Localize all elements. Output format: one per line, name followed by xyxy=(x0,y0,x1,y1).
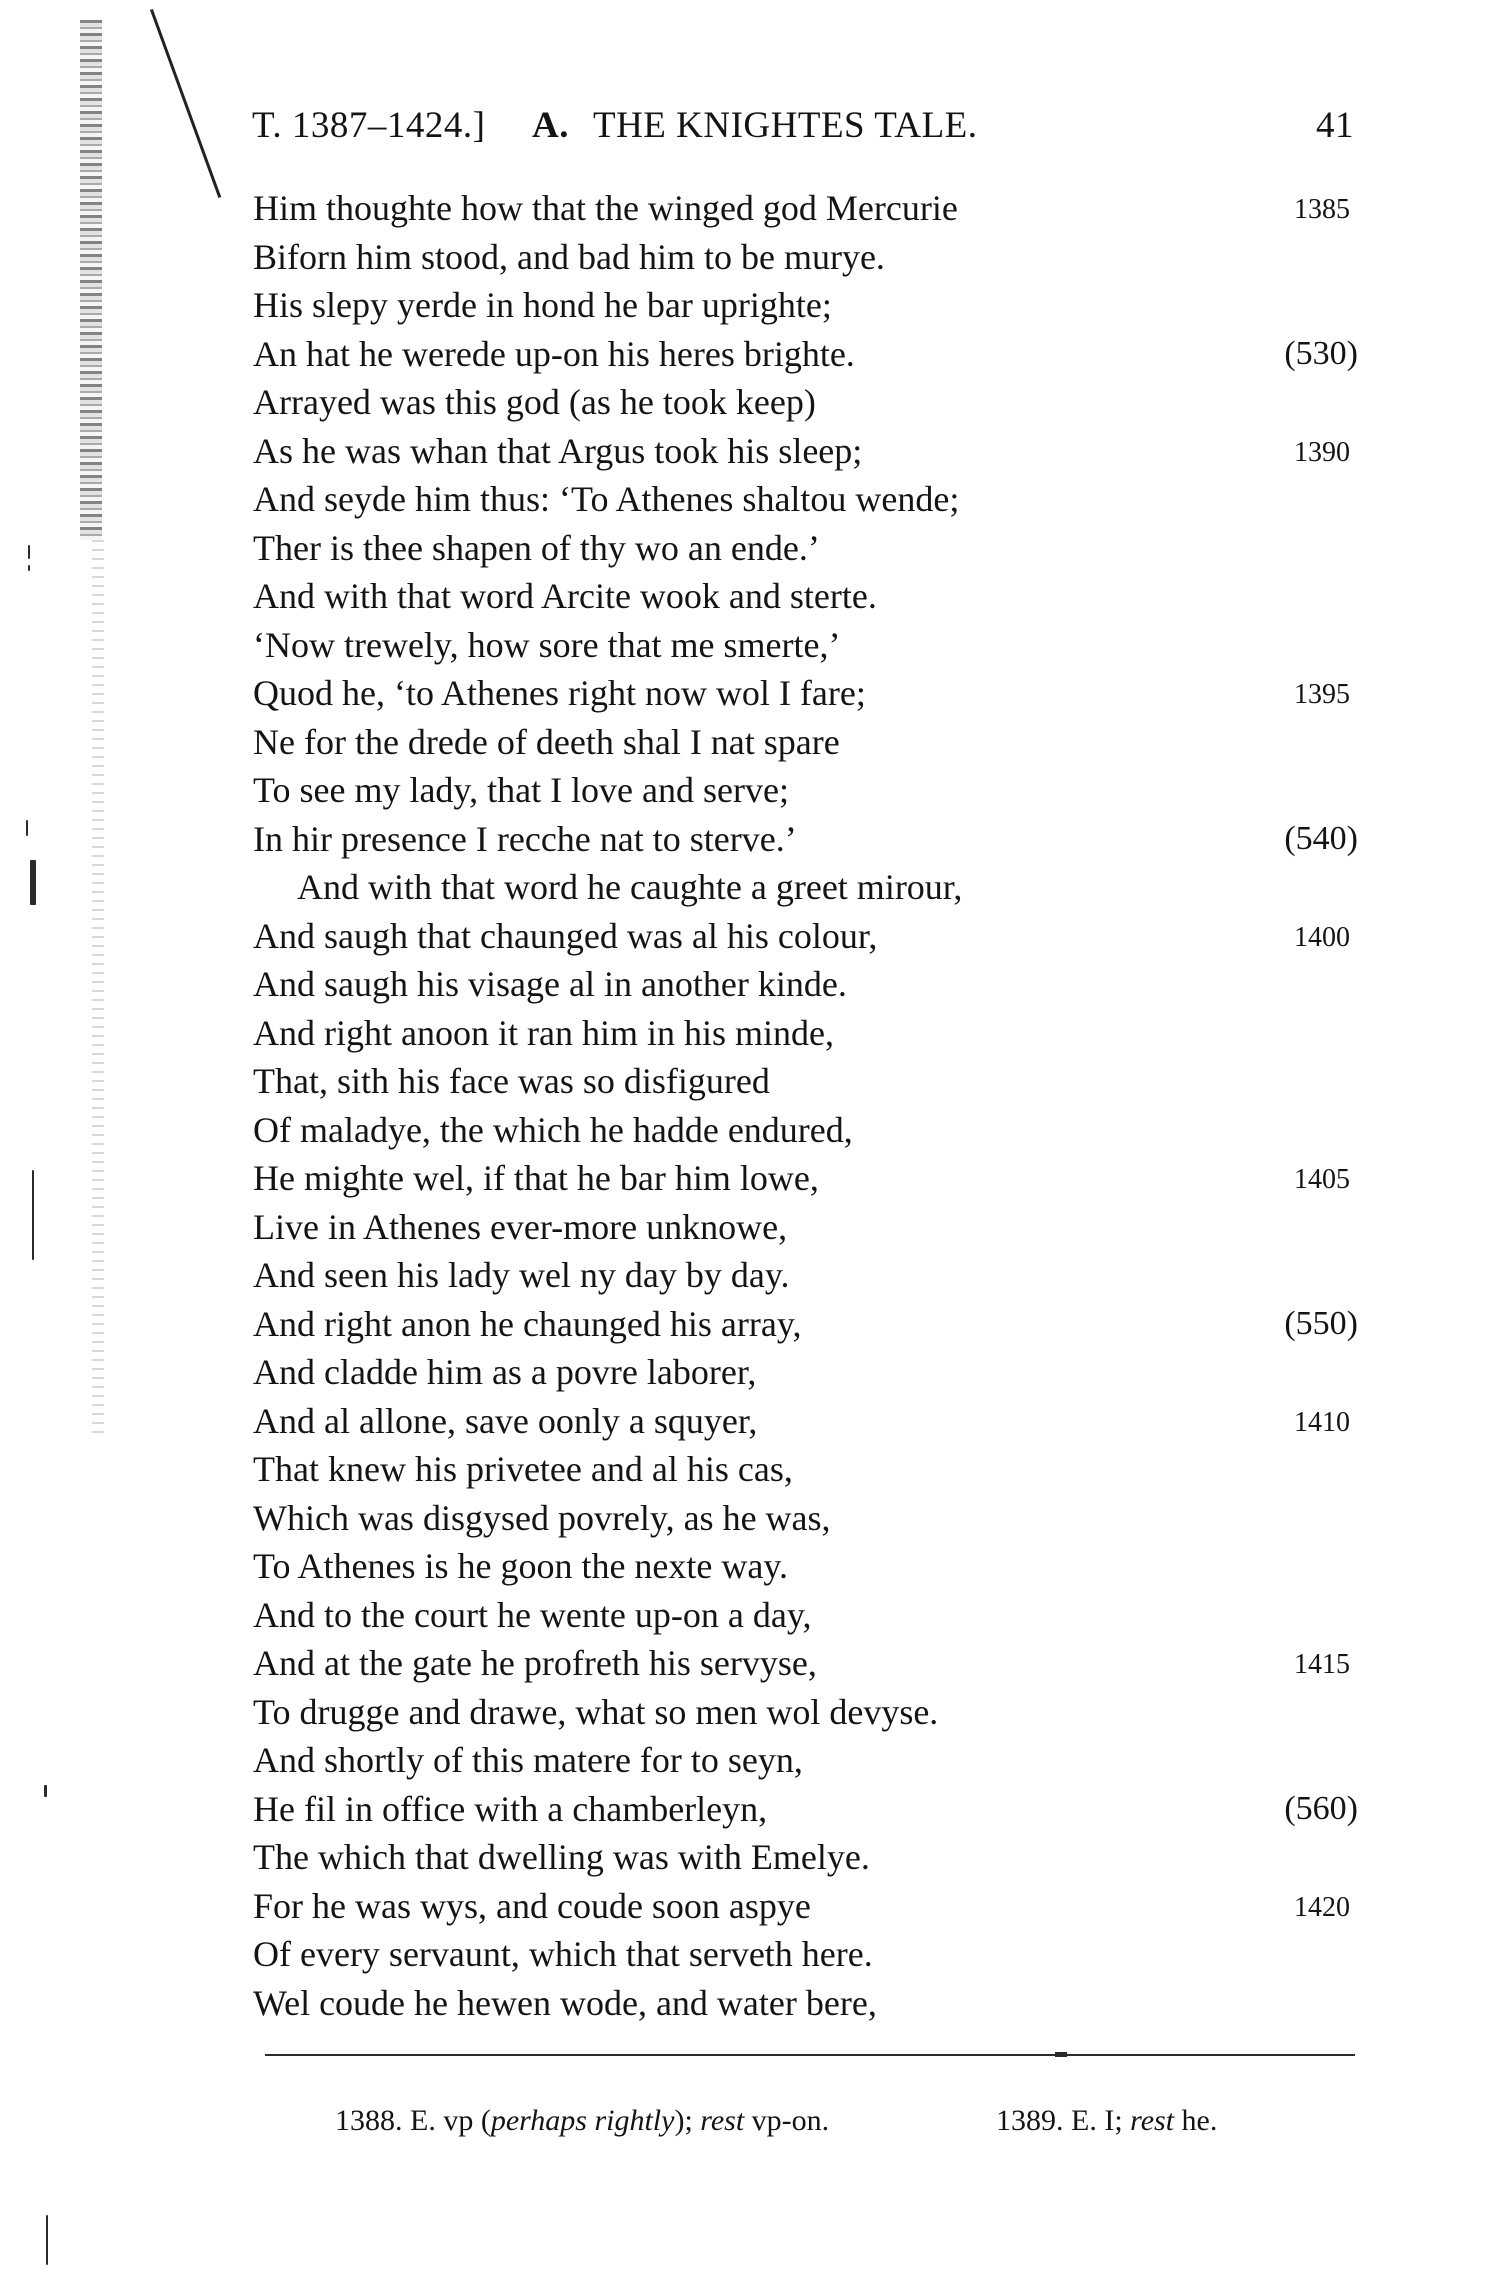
header-title-block xyxy=(532,104,978,147)
verse-text: To Athenes is he goon the nexte way. xyxy=(253,1546,789,1586)
verse-line xyxy=(0,1639,1508,1688)
line-number: (550) xyxy=(1284,1304,1358,1342)
verse-text: He mighte wel, if that he bar him lowe, xyxy=(253,1158,819,1198)
verse-line xyxy=(0,475,1508,524)
footnote-reading: vp-on. xyxy=(751,2104,830,2137)
verse-text: And with that word Arcite wook and sterte. xyxy=(253,576,877,616)
verse-text: To drugge and drawe, what so men wol devyse. xyxy=(253,1691,939,1732)
verse-line xyxy=(0,1542,1508,1591)
verse-line xyxy=(0,1300,1508,1349)
verse-text: Biforn him stood, and bad him to be murye. xyxy=(253,236,885,277)
line-number: 1415 xyxy=(1294,1649,1350,1680)
line-number: 1405 xyxy=(1294,1164,1350,1195)
verse-line xyxy=(0,330,1508,379)
verse-line xyxy=(0,669,1508,718)
verse-line xyxy=(0,1688,1508,1737)
verse-line xyxy=(0,1785,1508,1834)
verse-line xyxy=(0,1009,1508,1058)
footnote-ref: 1389. E. I; xyxy=(996,2104,1123,2137)
footnote-ref: 1388. E. vp xyxy=(335,2104,474,2137)
line-number: 1400 xyxy=(1294,921,1350,953)
verse-text: And with that word he caughte a greet mirour, xyxy=(297,867,963,907)
verse-line xyxy=(0,1348,1508,1397)
verse-text: He fil in office with a chamberleyn, xyxy=(253,1788,768,1829)
verse-line xyxy=(0,1397,1508,1446)
verse-text: Him thoughte how that the winged god Mercurie xyxy=(253,188,958,228)
verse-text: Which was disgysed povrely, as he was, xyxy=(253,1497,831,1538)
verse-text: Of every servaunt, which that serveth here. xyxy=(253,1934,873,1974)
verse-text: Arrayed was this god (as he took keep) xyxy=(253,382,816,422)
line-number: 1385 xyxy=(1294,194,1350,225)
line-number: (530) xyxy=(1284,334,1358,372)
verse-line xyxy=(0,1833,1508,1882)
verse-line xyxy=(0,960,1508,1009)
verse-text: To see my lady, that I love and serve; xyxy=(253,770,789,810)
verse-line xyxy=(0,1979,1508,2028)
scan-mark xyxy=(150,9,221,198)
poem-text xyxy=(0,184,1508,2027)
verse-line xyxy=(0,1203,1508,1252)
scan-speck xyxy=(46,2215,48,2265)
footnote-1388 xyxy=(335,2104,829,2138)
footnote-rest: rest xyxy=(1130,2104,1175,2137)
footnote-paren: ( xyxy=(480,2104,491,2137)
verse-text: And saugh that chaunged was al his colour, xyxy=(253,915,878,956)
header-title: THE KNIGHTES TALE. xyxy=(592,105,978,146)
verse-text: And seyde him thus: ‘To Athenes shaltou wende; xyxy=(253,479,960,519)
verse-text: Of maladye, the which he hadde endured, xyxy=(253,1109,853,1150)
verse-text: Ther is thee shapen of thy wo an ende.’ xyxy=(253,527,820,568)
verse-line xyxy=(0,815,1508,864)
footnote-1389 xyxy=(996,2104,1217,2138)
verse-text: And seen his lady wel ny day by day. xyxy=(253,1255,790,1295)
verse-text: Ne for the drede of deeth shal I nat spare xyxy=(253,721,840,762)
line-number: 1420 xyxy=(1294,1891,1350,1923)
verse-line xyxy=(0,1057,1508,1106)
verse-line xyxy=(0,1445,1508,1494)
footnote-rule xyxy=(265,2054,1355,2056)
verse-line xyxy=(0,572,1508,621)
verse-line xyxy=(0,184,1508,233)
line-number: 1390 xyxy=(1294,436,1350,468)
line-number: 1410 xyxy=(1294,1406,1350,1438)
verse-text: And right anon he chaunged his array, xyxy=(253,1303,802,1344)
header-line-range: T. 1387–1424.] xyxy=(252,105,486,146)
verse-text: And al allone, save oonly a squyer, xyxy=(253,1400,758,1441)
verse-line xyxy=(0,912,1508,961)
header-section-letter: A. xyxy=(532,105,569,146)
footnote-italic: perhaps rightly xyxy=(490,2104,675,2137)
verse-line xyxy=(0,1106,1508,1155)
verse-text: And cladde him as a povre laborer, xyxy=(253,1352,757,1392)
verse-line xyxy=(0,1736,1508,1785)
verse-text: And to the court he wente up-on a day, xyxy=(253,1594,812,1635)
verse-line xyxy=(0,233,1508,282)
verse-text: And saugh his visage al in another kinde. xyxy=(253,964,847,1004)
verse-text: For he was wys, and coude soon aspye xyxy=(253,1885,811,1926)
line-number: (560) xyxy=(1284,1789,1358,1827)
verse-line xyxy=(0,766,1508,815)
footnote-paren: ); xyxy=(674,2104,693,2137)
verse-text: The which that dwelling was with Emelye. xyxy=(253,1837,870,1877)
verse-line xyxy=(0,621,1508,670)
verse-text: That, sith his face was so disfigured xyxy=(253,1061,770,1101)
verse-text: Live in Athenes ever-more unknowe, xyxy=(253,1206,788,1247)
verse-line xyxy=(0,1882,1508,1931)
verse-line xyxy=(0,1930,1508,1979)
footnote-reading: he. xyxy=(1181,2104,1218,2137)
verse-text: And at the gate he profreth his servyse, xyxy=(253,1643,817,1683)
line-number: 1395 xyxy=(1294,679,1350,710)
verse-text: As he was whan that Argus took his sleep; xyxy=(253,430,863,471)
verse-line xyxy=(0,427,1508,476)
running-header xyxy=(252,104,1354,152)
verse-text: His slepy yerde in hond he bar uprighte; xyxy=(253,285,832,325)
verse-text: And shortly of this matere for to seyn, xyxy=(253,1740,803,1780)
verse-line xyxy=(0,1154,1508,1203)
page-number: 41 xyxy=(1316,105,1354,146)
verse-line xyxy=(0,378,1508,427)
verse-text: ‘Now trewely, how sore that me smerte,’ xyxy=(253,624,841,665)
verse-text: Wel coude he hewen wode, and water bere, xyxy=(253,1982,877,2023)
verse-line xyxy=(0,524,1508,573)
line-number: (540) xyxy=(1284,819,1358,857)
verse-line xyxy=(0,1591,1508,1640)
footnote-rest: rest xyxy=(700,2104,745,2137)
verse-text: Quod he, ‘to Athenes right now wol I fare; xyxy=(253,673,866,713)
verse-line xyxy=(0,718,1508,767)
verse-text: In hir presence I recche nat to sterve.’ xyxy=(253,818,797,859)
verse-text: And right anoon it ran him in his minde, xyxy=(253,1012,834,1053)
verse-line xyxy=(0,1251,1508,1300)
verse-text: That knew his privetee and al his cas, xyxy=(253,1449,793,1489)
verse-line xyxy=(0,281,1508,330)
verse-text: An hat he werede up-on his heres brighte. xyxy=(253,333,855,374)
verse-line xyxy=(0,1494,1508,1543)
verse-line xyxy=(0,863,1508,912)
